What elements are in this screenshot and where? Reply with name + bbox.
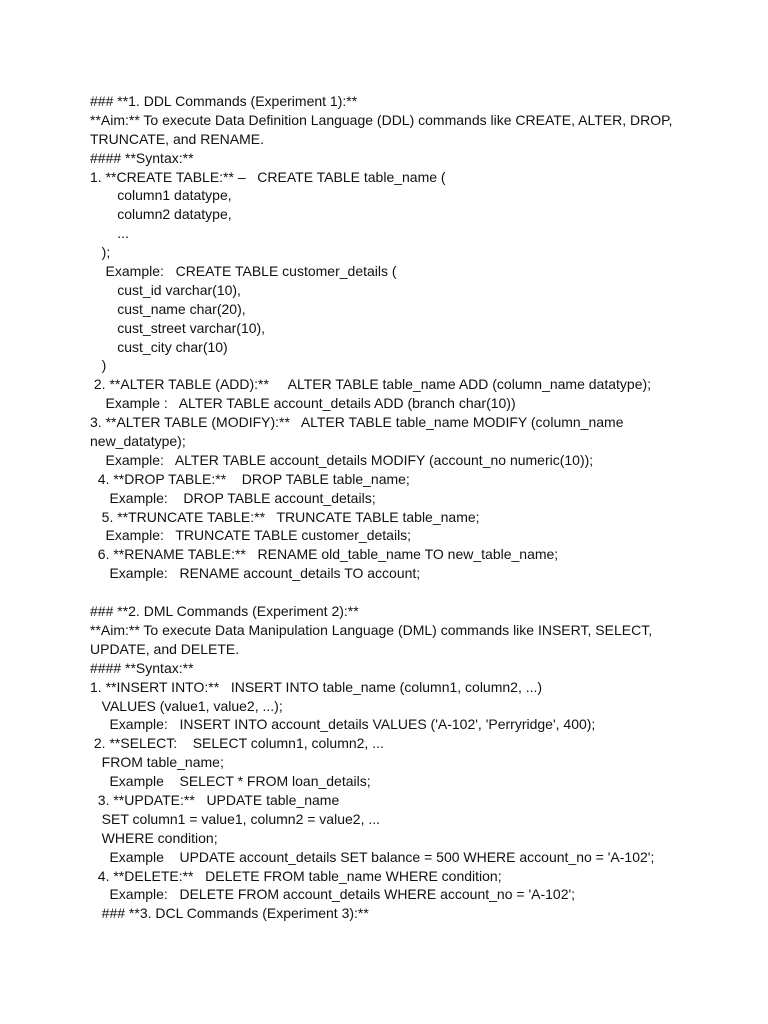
doc-line: column2 datatype, bbox=[90, 206, 232, 223]
doc-line: UPDATE, and DELETE. bbox=[90, 640, 240, 657]
doc-line: Example : ALTER TABLE account_details ADD (branch char(10)) bbox=[90, 395, 516, 412]
doc-line: Example: TRUNCATE TABLE customer_details; bbox=[90, 527, 412, 544]
doc-line: SET column1 = value1, column2 = value2, ... bbox=[90, 810, 381, 827]
doc-line: 5. **TRUNCATE TABLE:** TRUNCATE TABLE table_name; bbox=[90, 508, 480, 525]
doc-line: TRUNCATE, and RENAME. bbox=[90, 130, 264, 147]
doc-line: Example: DROP TABLE account_details; bbox=[90, 489, 376, 506]
doc-line: ### **2. DML Commands (Experiment 2):** bbox=[90, 603, 359, 620]
doc-line: WHERE condition; bbox=[90, 829, 218, 846]
doc-line: 2. **SELECT: SELECT column1, column2, ... bbox=[90, 735, 384, 752]
document-body bbox=[90, 92, 720, 923]
doc-line: 2. **ALTER TABLE (ADD):** ALTER TABLE table_name ADD (column_name datatype); bbox=[90, 376, 652, 393]
blank-line bbox=[90, 583, 720, 602]
doc-line: cust_name char(20), bbox=[90, 300, 246, 317]
doc-line: Example: DELETE FROM account_details WHERE account_no = 'A-102'; bbox=[90, 886, 576, 903]
doc-line: cust_id varchar(10), bbox=[90, 281, 241, 298]
doc-line: **Aim:** To execute Data Manipulation Language (DML) commands like INSERT, SELECT, bbox=[90, 621, 653, 638]
doc-line: 1. **CREATE TABLE:** – CREATE TABLE table_name ( bbox=[90, 168, 446, 185]
doc-line: column1 datatype, bbox=[90, 187, 232, 204]
doc-line: ### **1. DDL Commands (Experiment 1):** bbox=[90, 93, 358, 109]
doc-line: Example: CREATE TABLE customer_details ( bbox=[90, 263, 397, 280]
doc-line: Example: INSERT INTO account_details VALUES ('A-102', 'Perryridge', 400); bbox=[90, 716, 596, 733]
doc-line: ); bbox=[90, 244, 111, 261]
doc-line: 4. **DELETE:** DELETE FROM table_name WHERE condition; bbox=[90, 867, 502, 884]
doc-line: 1. **INSERT INTO:** INSERT INTO table_name (column1, column2, ...) bbox=[90, 678, 543, 695]
doc-line: cust_street varchar(10), bbox=[90, 319, 266, 336]
doc-line: ### **3. DCL Commands (Experiment 3):** bbox=[90, 905, 369, 922]
doc-line: FROM table_name; bbox=[90, 754, 224, 771]
doc-line: VALUES (value1, value2, ...); bbox=[90, 697, 283, 714]
doc-line: 3. **UPDATE:** UPDATE table_name bbox=[90, 791, 340, 808]
doc-line: Example: RENAME account_details TO account; bbox=[90, 565, 421, 582]
doc-line: cust_city char(10) bbox=[90, 338, 228, 355]
doc-line: Example: ALTER TABLE account_details MODIFY (account_no numeric(10)); bbox=[90, 451, 594, 468]
doc-line: **Aim:** To execute Data Definition Language (DDL) commands like CREATE, ALTER, DROP, bbox=[90, 111, 673, 128]
doc-line: Example SELECT * FROM loan_details; bbox=[90, 773, 371, 790]
doc-line: ) bbox=[90, 357, 107, 374]
doc-line: new_datatype); bbox=[90, 433, 186, 450]
doc-line: #### **Syntax:** bbox=[90, 149, 194, 166]
doc-line: #### **Syntax:** bbox=[90, 659, 194, 676]
doc-line: ... bbox=[90, 225, 129, 242]
doc-line: 3. **ALTER TABLE (MODIFY):** ALTER TABLE table_name MODIFY (column_name bbox=[90, 414, 624, 431]
doc-line: 4. **DROP TABLE:** DROP TABLE table_name; bbox=[90, 470, 410, 487]
doc-line: Example UPDATE account_details SET balance = 500 WHERE account_no = 'A-102'; bbox=[90, 848, 655, 865]
doc-line: 6. **RENAME TABLE:** RENAME old_table_name TO new_table_name; bbox=[90, 546, 559, 563]
